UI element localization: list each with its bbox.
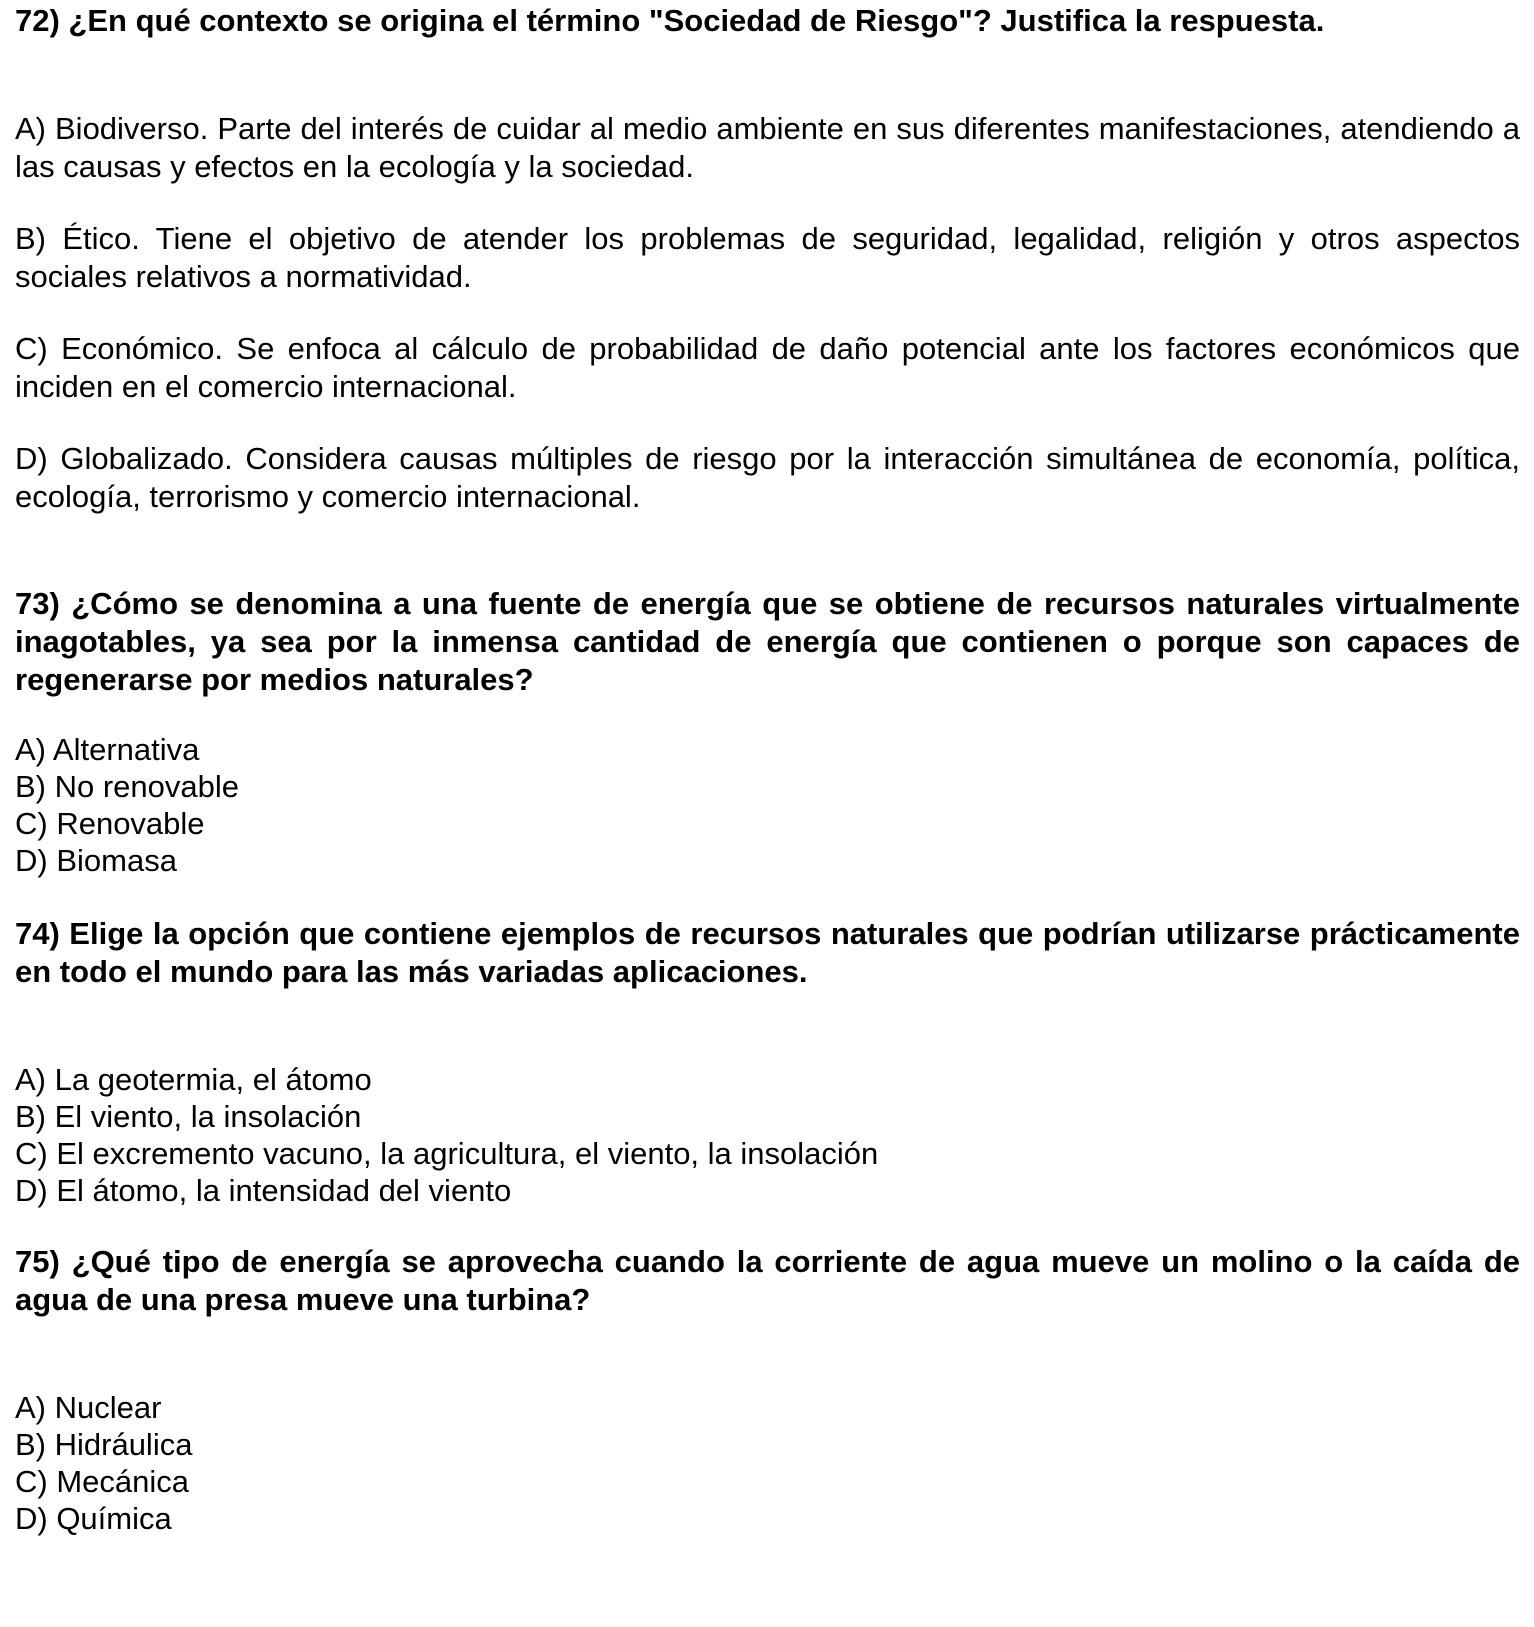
q74-option-a: A) La geotermia, el átomo — [15, 1062, 372, 1097]
q72-option-d: D) Globalizado. Considera causas múltiples de riesgo por la interacción simultánea de economía, política, ecología, terrorismo y comercio internacional. — [15, 441, 1520, 514]
q73-option-b: B) No renovable — [15, 769, 240, 804]
q74-option-c: C) El excremento vacuno, la agricultura, el viento, la insolación — [15, 1136, 879, 1171]
q73-option-d: D) Biomasa — [15, 843, 177, 878]
question-74: 74) Elige la opción que contiene ejemplos de recursos naturales que podrían utilizarse prácticamente en todo el mundo para las más variadas aplicaciones. — [15, 916, 1520, 989]
question-75: 75) ¿Qué tipo de energía se aprovecha cuando la corriente de agua mueve un molino o la caída de agua de una presa mueve una turbina? — [15, 1244, 1520, 1317]
q72-option-a: A) Biodiverso. Parte del interés de cuidar al medio ambiente en sus diferentes manifestaciones, atendiendo a las causas y efectos en la ecología y la sociedad. — [15, 111, 1520, 184]
q73-option-c: C) Renovable — [15, 806, 205, 841]
q75-option-a: A) Nuclear — [15, 1390, 162, 1425]
q72-option-b: B) Ético. Tiene el objetivo de atender los problemas de seguridad, legalidad, religión y otros aspectos sociales relativos a normatividad. — [15, 221, 1520, 294]
q74-option-d: D) El átomo, la intensidad del viento — [15, 1173, 512, 1208]
q72-option-c: C) Económico. Se enfoca al cálculo de probabilidad de daño potencial ante los factores económicos que inciden en el comercio internacional. — [15, 331, 1520, 404]
q74-option-b: B) El viento, la insolación — [15, 1099, 362, 1134]
question-72: 72) ¿En qué contexto se origina el término "Sociedad de Riesgo"? Justifica la respuesta. — [15, 3, 1325, 38]
q75-option-d: D) Química — [15, 1501, 172, 1536]
q73-option-a: A) Alternativa — [15, 732, 200, 767]
q75-option-c: C) Mecánica — [15, 1464, 189, 1499]
q75-option-b: B) Hidráulica — [15, 1427, 193, 1462]
question-73: 73) ¿Cómo se denomina a una fuente de energía que se obtiene de recursos naturales virtualmente inagotables, ya sea por la inmensa cantidad de energía que contienen o porque son capaces de regenerarse por medios naturales? — [15, 586, 1520, 697]
